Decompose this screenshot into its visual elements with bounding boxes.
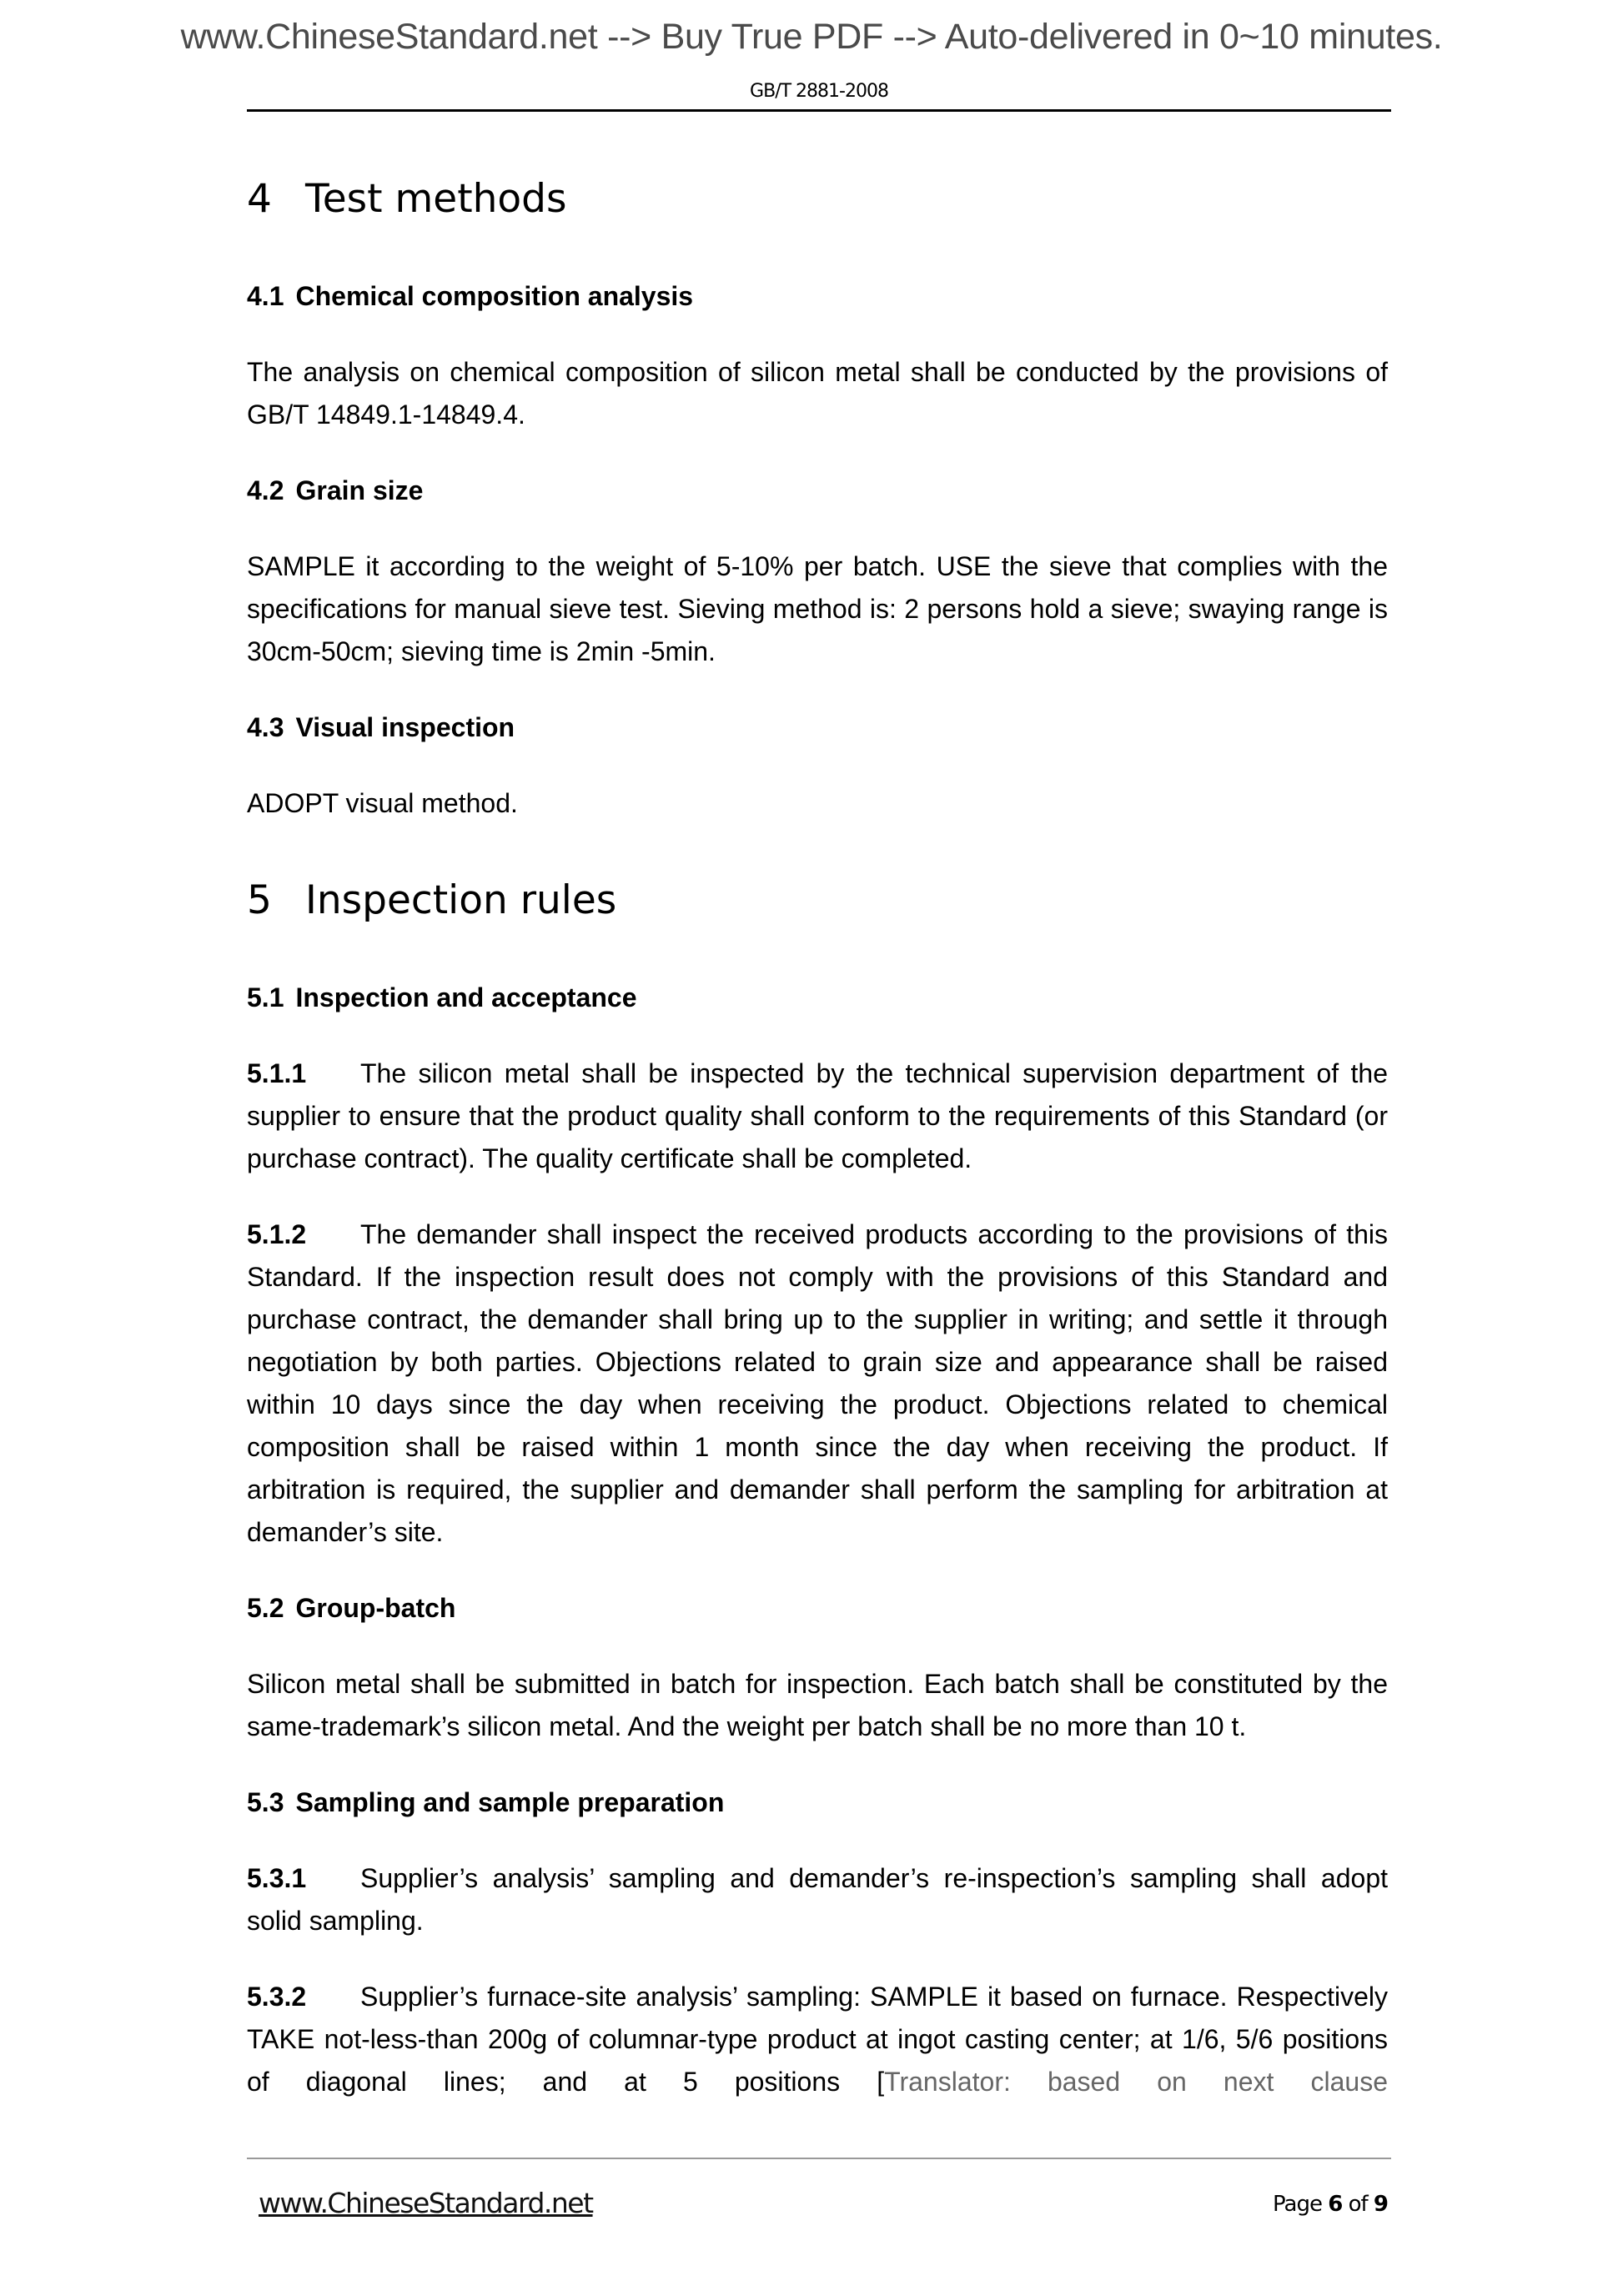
clause-number: 5.3.2 [247, 1982, 307, 2012]
section-title: Test methods [305, 176, 567, 222]
clause-number: 5.3.1 [247, 1863, 307, 1893]
clause-5-1-2 [247, 1213, 1388, 1554]
section-5-2-text: Silicon metal shall be submitted in batch for inspection. Each batch shall be constituted by the same-trademark’s silicon metal. And the weight per batch shall be no more than 10 t. [247, 1669, 1388, 1741]
clause-5-3-1 [247, 1857, 1388, 1942]
footer-divider [247, 2158, 1391, 2159]
section-number: 5.3 [247, 1787, 284, 1817]
section-number: 5.2 [247, 1593, 284, 1623]
clause-text: Supplier’s furnace-site analysis’ sampling: SAMPLE it based on furnace. Respectively TAKE not-less-than 200g of columnar-type product at ingot casting center; at 1/6, 5/6 positions of diagonal lines; and at 5 positions [ [247, 1982, 1388, 2097]
section-4-1-heading [247, 275, 1388, 318]
section-4-1-text: The analysis on chemical composition of silicon metal shall be conducted by the provisions of GB/T 14849.1-14849.4. [247, 357, 1388, 430]
clause-text: Supplier’s analysis’ sampling and demander’s re-inspection’s sampling shall adopt solid sampling. [247, 1863, 1388, 1936]
promo-banner: www.ChineseStandard.net --> Buy True PDF --> Auto-delivered in 0~10 minutes. [180, 17, 1443, 57]
section-4-3-heading [247, 706, 1388, 749]
section-4-heading [247, 174, 1388, 224]
section-title: Inspection and acceptance [295, 982, 637, 1012]
clause-number: 5.1.2 [247, 1219, 307, 1249]
section-4-3-text: ADOPT visual method. [247, 788, 518, 818]
section-4-2-text: SAMPLE it according to the weight of 5-10% per batch. USE the sieve that complies with the specifications for manual sieve test. Sieving method is: 2 persons hold a sieve; swaying range is 30cm-50cm; sieving time is 2min -5min. [247, 551, 1388, 666]
footer-website-link[interactable]: www.ChineseStandard.net [259, 2187, 593, 2219]
section-number: 4.1 [247, 281, 284, 311]
section-5-1-heading [247, 977, 1388, 1019]
section-title: Chemical composition analysis [295, 281, 694, 311]
clause-5-3-2 [247, 1976, 1388, 2103]
section-title: Group-batch [295, 1593, 456, 1623]
section-5-3-heading [247, 1781, 1388, 1824]
section-number: 4.3 [247, 712, 284, 742]
clause-text: The silicon metal shall be inspected by the technical supervision department of the supplier to ensure that the product quality shall conform to the requirements of this Standard (or purchase contract). The quality certificate shall be completed. [247, 1058, 1388, 1173]
section-title: Sampling and sample preparation [295, 1787, 725, 1817]
document-body [247, 174, 1388, 2103]
page-of-label: of [1342, 2192, 1374, 2217]
clause-text: The demander shall inspect the received products according to the provisions of this Standard. If the inspection result does not comply with the provisions of this Standard and purchase contract, the demander shall bring up to the supplier in writing; and settle it through negotiation by both parties. Objections related to grain size and appearance shall be raised within 10 days since the day when receiving the product. Objections related to chemical composition shall be raised within 1 month since the day when receiving the product. If arbitration is required, the supplier and demander shall perform the sampling for arbitration at demander’s site. [247, 1219, 1388, 1547]
section-title: Visual inspection [295, 712, 515, 742]
page-label: Page [1273, 2192, 1329, 2217]
section-number: 4 [247, 176, 272, 222]
section-4-2-heading [247, 470, 1388, 512]
section-5-heading [247, 876, 1388, 926]
current-page: 6 [1328, 2192, 1343, 2217]
clause-number: 5.1.1 [247, 1058, 307, 1088]
document-number: GB/T 2881-2008 [750, 81, 888, 102]
page-indicator [1273, 2192, 1388, 2217]
section-title: Grain size [295, 475, 424, 505]
total-pages: 9 [1373, 2192, 1388, 2217]
section-5-2-heading [247, 1587, 1388, 1630]
section-title: Inspection rules [305, 877, 617, 923]
translator-note: Translator: based on next clause [884, 2067, 1388, 2097]
section-number: 4.2 [247, 475, 284, 505]
section-number: 5 [247, 877, 272, 923]
clause-5-1-1 [247, 1053, 1388, 1180]
header-divider [247, 109, 1391, 112]
section-number: 5.1 [247, 982, 284, 1012]
